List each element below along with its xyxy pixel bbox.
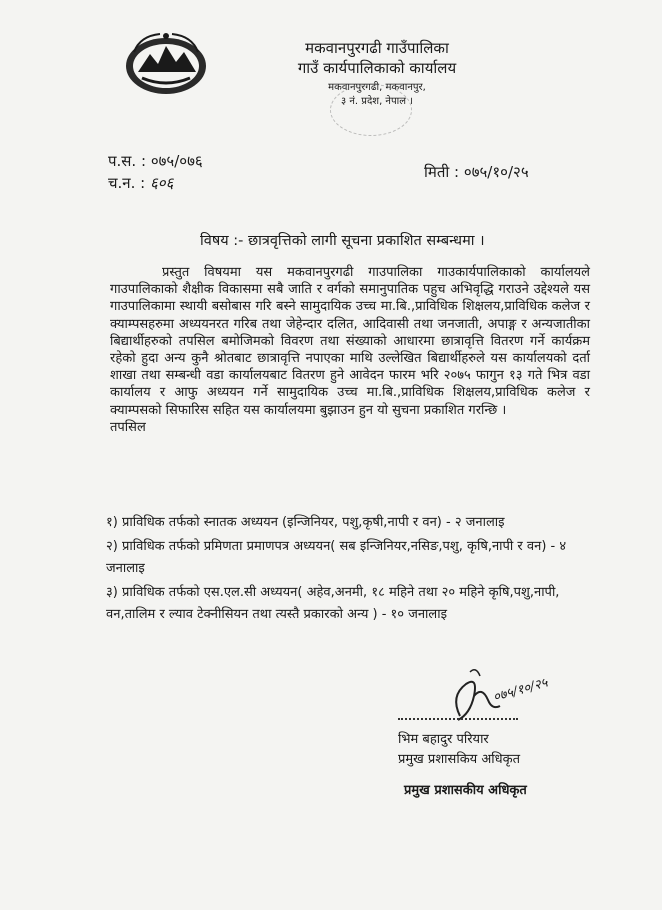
reference-block [108, 150, 203, 194]
signature-dotted-line [398, 718, 518, 720]
list-item: २) प्राविधिक तर्फको प्रमिणता प्रमाणपत्र अध्ययन( सब इन्जिनियर,नसिङ,पशु, कृषि,नापी र वन) - ४ जनालाइ [106, 539, 567, 576]
tapsil-heading: तपसिल [110, 419, 146, 435]
signature-date: ०७५/१०/२५ [491, 675, 550, 706]
patra-label: प.स. : [108, 152, 147, 170]
office-subtitle: गाउँ कार्यपालिकाको कार्यालय [297, 59, 457, 77]
chalani-label: च.न. : [108, 174, 146, 192]
date-value: ०७५/१०/२५ [463, 163, 529, 181]
date-line [424, 162, 529, 182]
office-stamp-mark [330, 84, 412, 136]
office-address-line2: ३ नं. प्रदेश, नेपाल । [340, 96, 413, 107]
signer-designation: प्रमुख प्रशासकिय अधिकृत [398, 752, 521, 767]
scholarship-list [106, 512, 596, 628]
office-address-line1: मकवानपुरगढी, मकवानपुर, [328, 82, 426, 93]
list-item: १) प्राविधिक तर्फको स्नातक अध्ययन (इन्जिनियर, पशु,कृषी,नापी र वन) - २ जनालाइ [106, 515, 505, 530]
body-paragraph [110, 264, 590, 436]
chalani-number [108, 172, 203, 194]
date-label: मिती : [424, 163, 460, 181]
nepal-emblem-icon [120, 28, 212, 98]
subject-line: विषय :- छात्रवृत्तिको लागी सूचना प्रकाशित सम्बन्धमा । [200, 233, 485, 249]
chalani-value: ६०६ [150, 174, 174, 192]
office-name: मकवानपुरगढी गाउँपालिका [305, 39, 449, 57]
list-item: ३) प्राविधिक तर्फको एस.एल.सी अध्ययन( अहेव,अनमी, १८ महिने तथा २० महिने कृषि,पशु,नापी, वन,तालिम र ल्याव टेक्नीसियन तथा त्यस्तै प्रकारको अन्य ) - १० जनालाइ [106, 585, 560, 622]
designation-stamp: प्रमुख प्रशासकीय अधिकृत [404, 783, 527, 798]
signer-name: भिम बहादुर परियार [398, 732, 489, 747]
signer-block [398, 730, 520, 770]
body-text: प्रस्तुत विषयमा यस मकवानपुरगढी गाउपालिका गाउकार्यपालिकाको कार्यालयले गाउपालिकाको शैक्षीक विकासमा सबै जाति र वर्गको समानुपातिक पहुच अभिवृद्धि गराउने उद्देश्यले यस गाउपालिकामा स्थायी बसोबास गरि बस्ने सामुदायिक उच्च मा.बि.,प्राविधिक शिक्षलय,प्राविधिक कलेज र क्याम्पसहरुमा अध्ययनरत गरिब तथा जेहेन्दार दलित, आदिवासी तथा जनजाती, अपाङ्ग र अन्यजातीका बिद्यार्थीहरुको तपसिल बमोजिमको विवरण तथा संख्याको आधारमा छात्रावृत्ति वितरण गर्ने कार्यक्रम रहेको हुदा अन्य कुनै श्रोतबाट छात्रावृत्ति नपाएका माथि उल्लेखित बिद्यार्थीहरुले यस कार्यालयको दर्ता शाखा तथा सम्बन्धी वडा कार्यालयबाट वितरण हुने आवेदन फारम भरि २०७५ फागुन १३ गते भित्र वडा कार्यालय र आफु अध्ययन गर्ने सामुदायिक उच्च मा.बि.,प्राविधिक शिक्षलय,प्राविधिक कलेज र क्याम्पसको सिफारिस सहित यस कार्यालयमा बुझाउन हुन यो सुचना प्रकाशित गरन्छि । [110, 265, 590, 418]
patra-value: ०७५/०७६ [150, 152, 203, 170]
patra-sankhya [108, 150, 203, 172]
